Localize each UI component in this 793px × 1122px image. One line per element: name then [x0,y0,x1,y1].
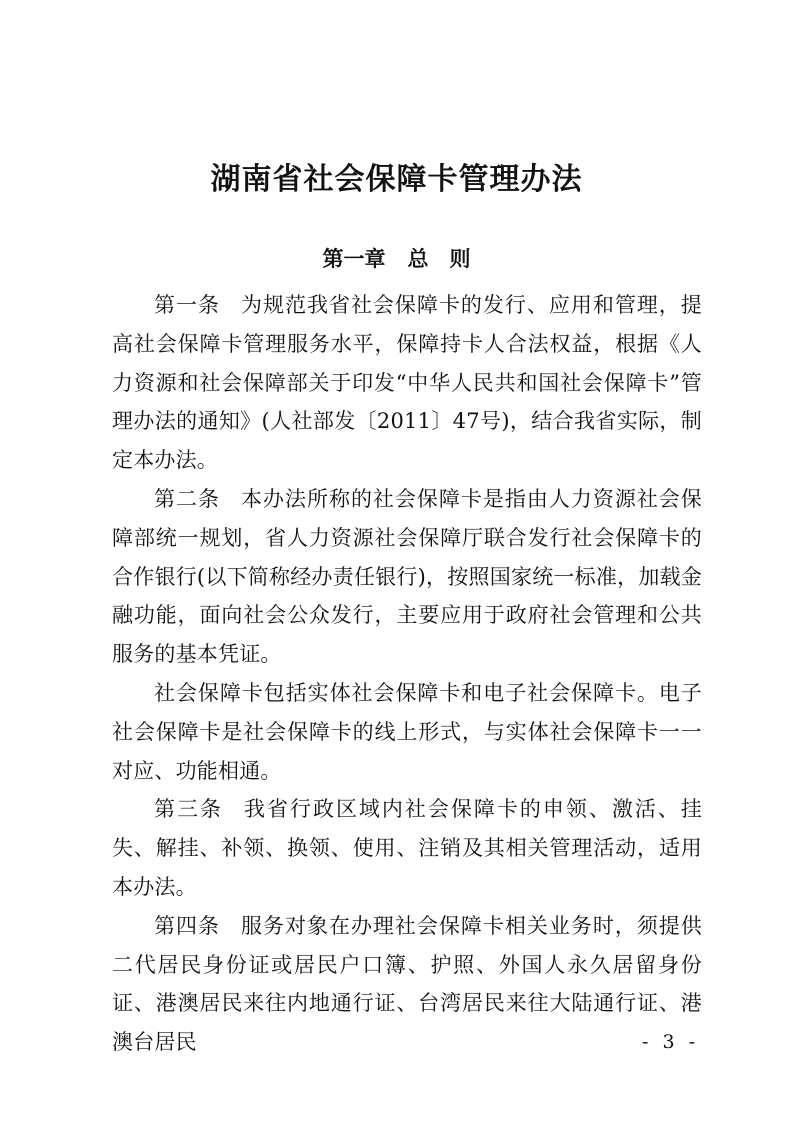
document-body [112,286,702,1062]
article-text: 社会保障卡包括实体社会保障卡和电子社会保障卡。电子社会保障卡是社会保障卡的线上形式，与实体社会保障卡一一对应、功能相通。 [112,680,702,783]
chapter-number: 第一章 [322,246,386,271]
chapter-name: 总 则 [407,246,471,271]
page-number: - 3 - [641,1031,699,1053]
article-2-paragraph [112,480,702,674]
article-2-continuation-paragraph [112,674,702,790]
article-text: 我省行政区域内社会保障卡的申领、激活、挂失、解挂、补领、换领、使用、注销及其相关管理活动，适用本办法。 [112,797,703,899]
article-label: 第四条 [154,913,220,938]
article-3-paragraph [112,790,702,906]
article-label: 第三条 [154,797,223,822]
chapter-heading [0,244,793,274]
article-text: 为规范我省社会保障卡的发行、应用和管理，提高社会保障卡管理服务水平，保障持卡人合法权益，根据《人力资源和社会保障部关于印发“中华人民共和国社会保障卡”管理办法的通知》(人社部发〔2011〕47号)，结合我省实际，制定本办法。 [112,293,702,473]
article-1-paragraph [112,286,702,480]
article-text: 服务对象在办理社会保障卡相关业务时，须提供二代居民身份证或居民户口簿、护照、外国人永久居留身份证、港澳居民来往内地通行证、台湾居民来往大陆通行证、港澳台居民 [112,913,702,1055]
article-label: 第一条 [154,293,220,317]
article-4-paragraph [112,907,702,1062]
article-text: 本办法所称的社会保障卡是指由人力资源社会保障部统一规划，省人力资源社会保障厅联合发行社会保障卡的合作银行(以下简称经办责任银行)，按照国家统一标准，加载金融功能，面向社会公众发行，主要应用于政府社会管理和公共服务的基本凭证。 [112,486,702,667]
document-title: 湖南省社会保障卡管理办法 [210,162,583,197]
article-label: 第二条 [154,486,220,511]
